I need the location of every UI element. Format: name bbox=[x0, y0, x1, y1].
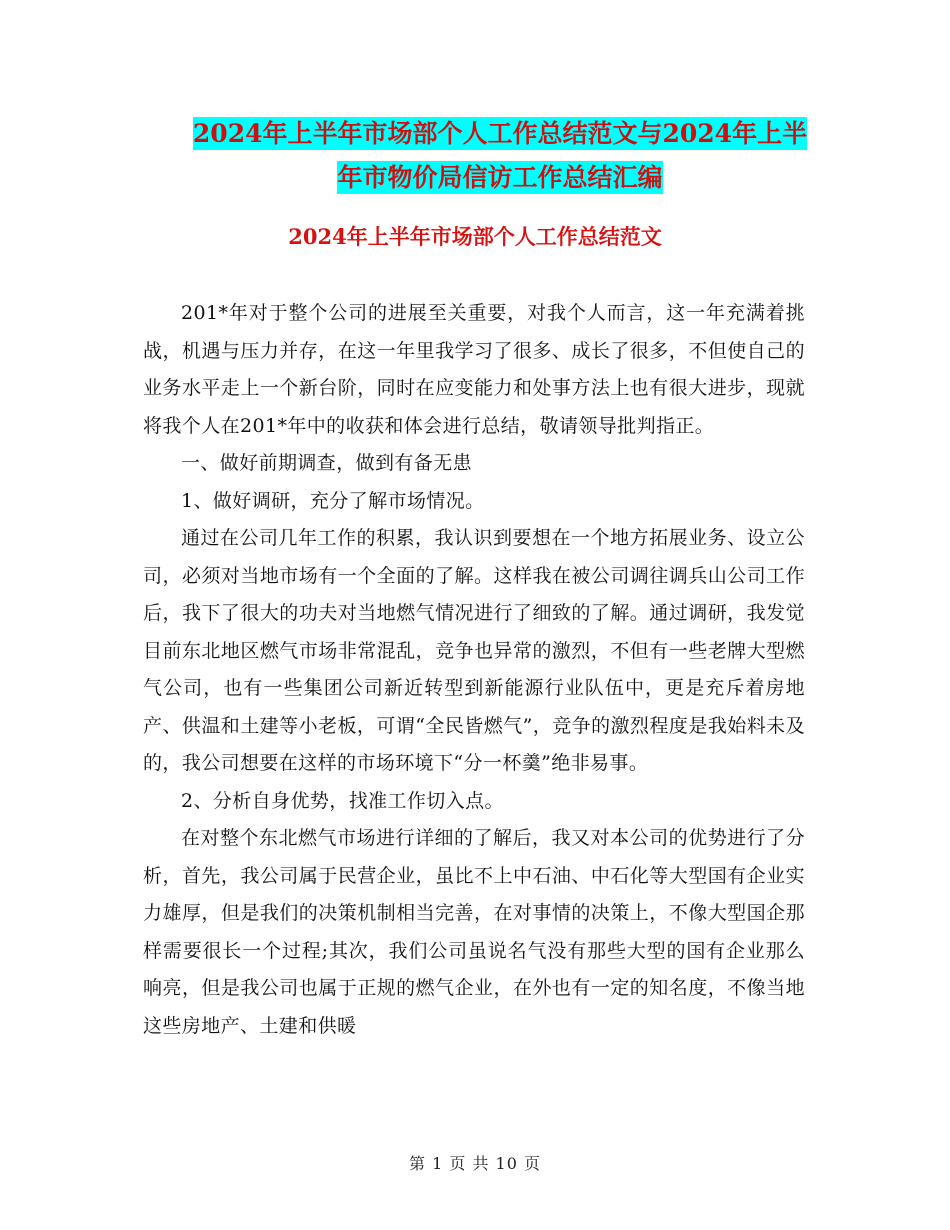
paragraph-advantages: 在对整个东北燃气市场进行详细的了解后，我又对本公司的优势进行了分析，首先，我公司属于民营企业，虽比不上中石油、中石化等大型国有企业实力雄厚，但是我们的决策机制相当完善，在对事情的决策上，不像大型国企那样需要很长一个过程;其次，我们公司虽说名气没有那些大型的国有企业那么响亮，但是我公司也属于正规的燃气企业，在外也有一定的知名度，不像当地这些房地产、土建和供暖 bbox=[143, 827, 805, 1037]
subheading-1: 1、做好调研，充分了解市场情况。 bbox=[181, 489, 485, 512]
document-title bbox=[150, 112, 850, 200]
document-title-line-2: 年市物价局信访工作总结汇编 bbox=[337, 163, 663, 192]
document-title-line-1: 2024年上半年市场部个人工作总结范文与2024年上半 bbox=[192, 119, 808, 148]
document-body bbox=[143, 295, 805, 1045]
page-number-footer: 第 1 页 共 10 页 bbox=[409, 1154, 541, 1173]
heading-part-one: 一、做好前期调查，做到有备无患 bbox=[181, 452, 473, 474]
paragraph-market-research: 通过在公司几年工作的积累，我认识到要想在一个地方拓展业务、设立公司，必须对当地市场有一个全面的了解。这样我在被公司调往调兵山公司工作后，我下了很大的功夫对当地燃气情况进行了细致的了解。通过调研，我发觉目前东北地区燃气市场非常混乱，竞争也异常的激烈，不但有一些老牌大型燃气公司，也有一些集团公司新近转型到新能源行业队伍中，更是充斥着房地产、供温和土建等小老板，可谓“全民皆燃气”，竞争的激烈程度是我始料未及的，我公司想要在这样的市场环境下“分一杯羹”绝非易事。 bbox=[143, 527, 805, 774]
subheading-2: 2、分析自身优势，找准工作切入点。 bbox=[181, 789, 504, 812]
paragraph-intro: 201*年对于整个公司的进展至关重要，对我个人而言，这一年充满着挑战，机遇与压力并存，在这一年里我学习了很多、成长了很多，不但使自己的业务水平走上一个新台阶，同时在应变能力和处事方法上也有很大进步，现就将我个人在201*年中的收获和体会进行总结，敬请领导批判指正。 bbox=[143, 302, 805, 437]
section-title: 2024年上半年市场部个人工作总结范文 bbox=[288, 224, 662, 249]
